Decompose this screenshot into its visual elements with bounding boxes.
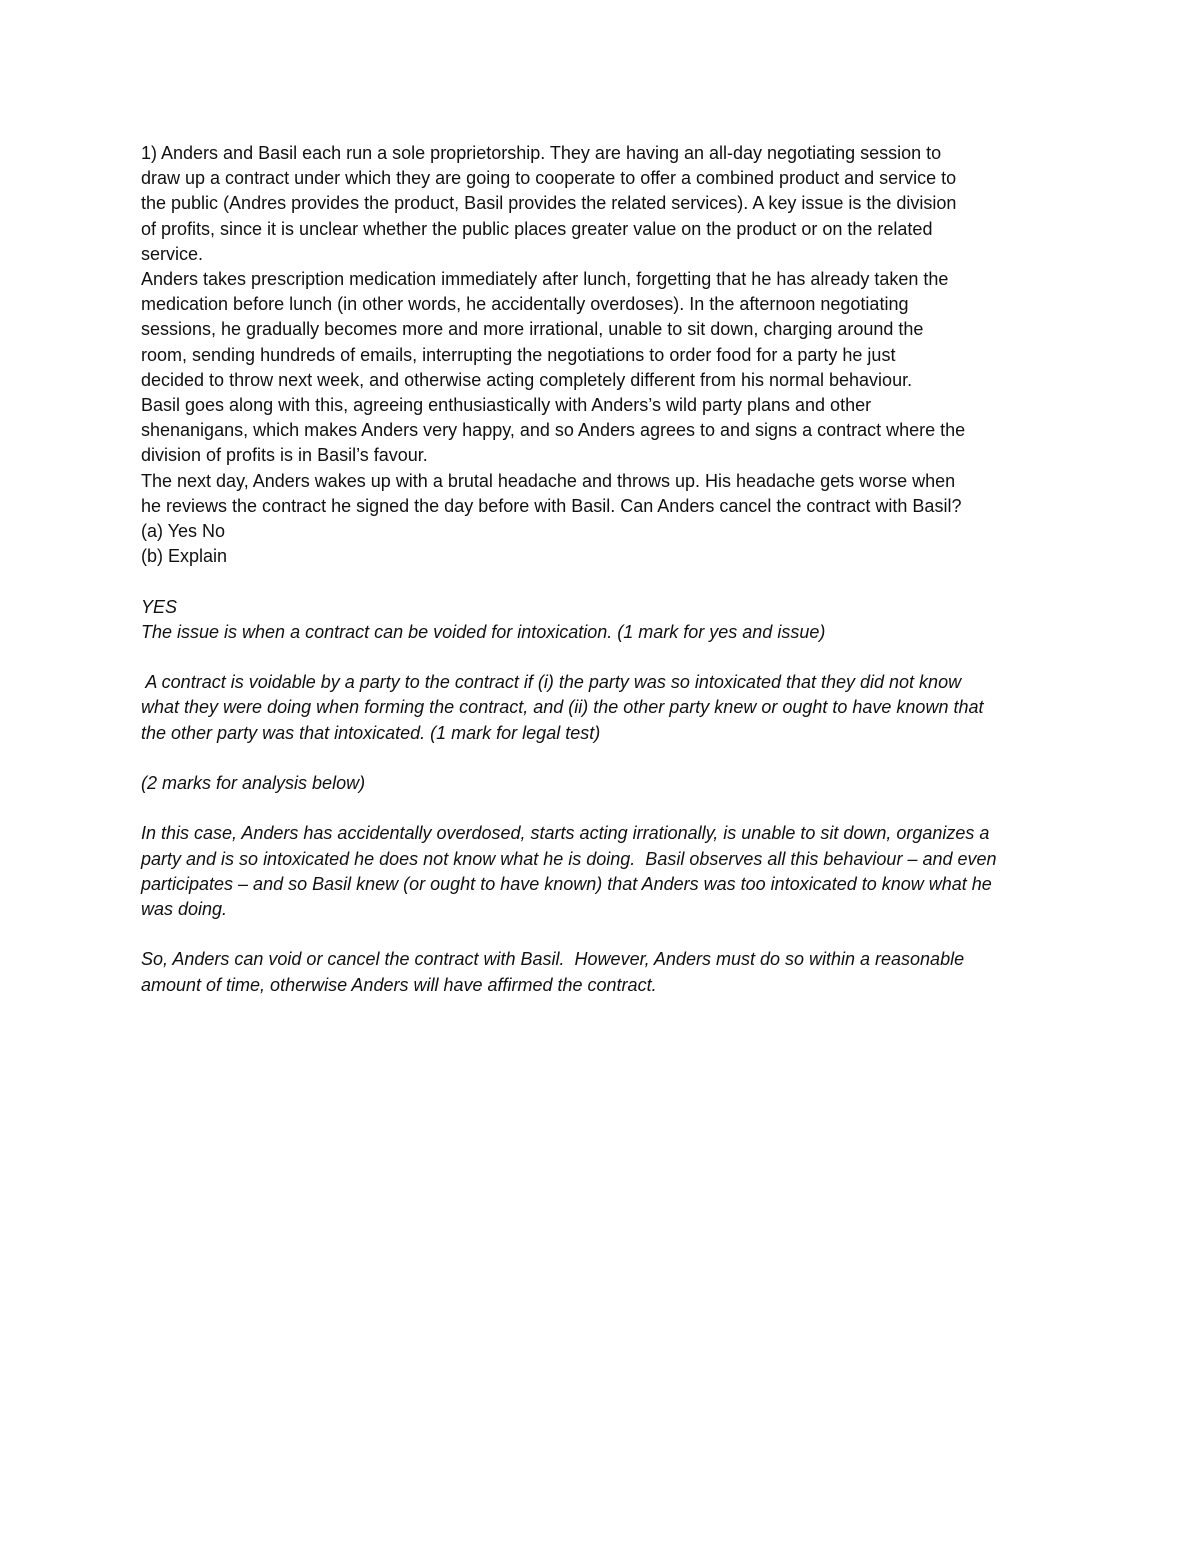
- analysis-line: was doing.: [141, 899, 228, 920]
- question-line: service.: [141, 243, 204, 264]
- question-line: room, sending hundreds of emails, interrupting the negotiations to order food for a party he just: [141, 344, 896, 365]
- question-line: Basil goes along with this, agreeing enthusiastically with Anders’s wild party plans and other: [141, 395, 872, 416]
- question-line: division of profits is in Basil’s favour.: [141, 445, 428, 466]
- question-block: [141, 141, 1059, 569]
- spacer: [141, 645, 1059, 670]
- question-line: 1) Anders and Basil each run a sole proprietorship. They are having an all-day negotiating session to: [141, 143, 942, 163]
- document-body: [141, 141, 1059, 998]
- question-line: the public (Andres provides the product, Basil provides the related services). A key issue is the division: [141, 193, 957, 214]
- question-line: sessions, he gradually becomes more and more irrational, unable to sit down, charging around the: [141, 319, 924, 340]
- question-line: Anders takes prescription medication immediately after lunch, forgetting that he has already taken the: [141, 269, 949, 290]
- analysis-line: In this case, Anders has accidentally overdosed, starts acting irrationally, is unable to sit down, organizes a: [141, 823, 990, 844]
- question-line: The next day, Anders wakes up with a brutal headache and throws up. His headache gets worse when: [141, 470, 956, 491]
- spacer: [141, 922, 1059, 947]
- question-line: decided to throw next week, and otherwise acting completely different from his normal behaviour.: [141, 369, 913, 390]
- question-line: shenanigans, which makes Anders very happy, and so Anders agrees to and signs a contract where the: [141, 420, 966, 441]
- question-line: draw up a contract under which they are going to cooperate to offer a combined product and service to: [141, 168, 957, 189]
- analysis-line: participates – and so Basil knew (or ought to have known) that Anders was too intoxicated to know what he: [141, 873, 992, 894]
- question-line: medication before lunch (in other words, he accidentally overdoses). In the afternoon negotiating: [141, 294, 909, 315]
- question-line: of profits, since it is unclear whether the public places greater value on the product or on the related: [141, 218, 933, 239]
- answer-verdict: YES: [141, 596, 178, 617]
- option-b: (b) Explain: [141, 546, 228, 567]
- answer-issue: The issue is when a contract can be voided for intoxication. (1 mark for yes and issue): [141, 621, 826, 642]
- analysis-line: party and is so intoxicated he does not know what he is doing. Basil observes all this behaviour – and even: [141, 848, 997, 869]
- spacer: [141, 796, 1059, 821]
- legal-test-line: the other party was that intoxicated. (1 mark for legal test): [141, 722, 601, 743]
- spacer: [141, 569, 1059, 594]
- conclusion-line: amount of time, otherwise Anders will have affirmed the contract.: [141, 974, 657, 995]
- legal-test-line: what they were doing when forming the contract, and (ii) the other party knew or ought to have known that: [141, 697, 984, 718]
- question-line: he reviews the contract he signed the day before with Basil. Can Anders cancel the contract with Basil?: [141, 495, 962, 516]
- legal-test-line: A contract is voidable by a party to the contract if (i) the party was so intoxicated that they did not know: [141, 672, 962, 693]
- answer-block: [141, 595, 1059, 998]
- spacer: [141, 746, 1059, 771]
- option-a: (a) Yes No: [141, 521, 226, 542]
- conclusion-line: So, Anders can void or cancel the contract with Basil. However, Anders must do so within a reasonable: [141, 949, 965, 970]
- analysis-marks: (2 marks for analysis below): [141, 773, 366, 794]
